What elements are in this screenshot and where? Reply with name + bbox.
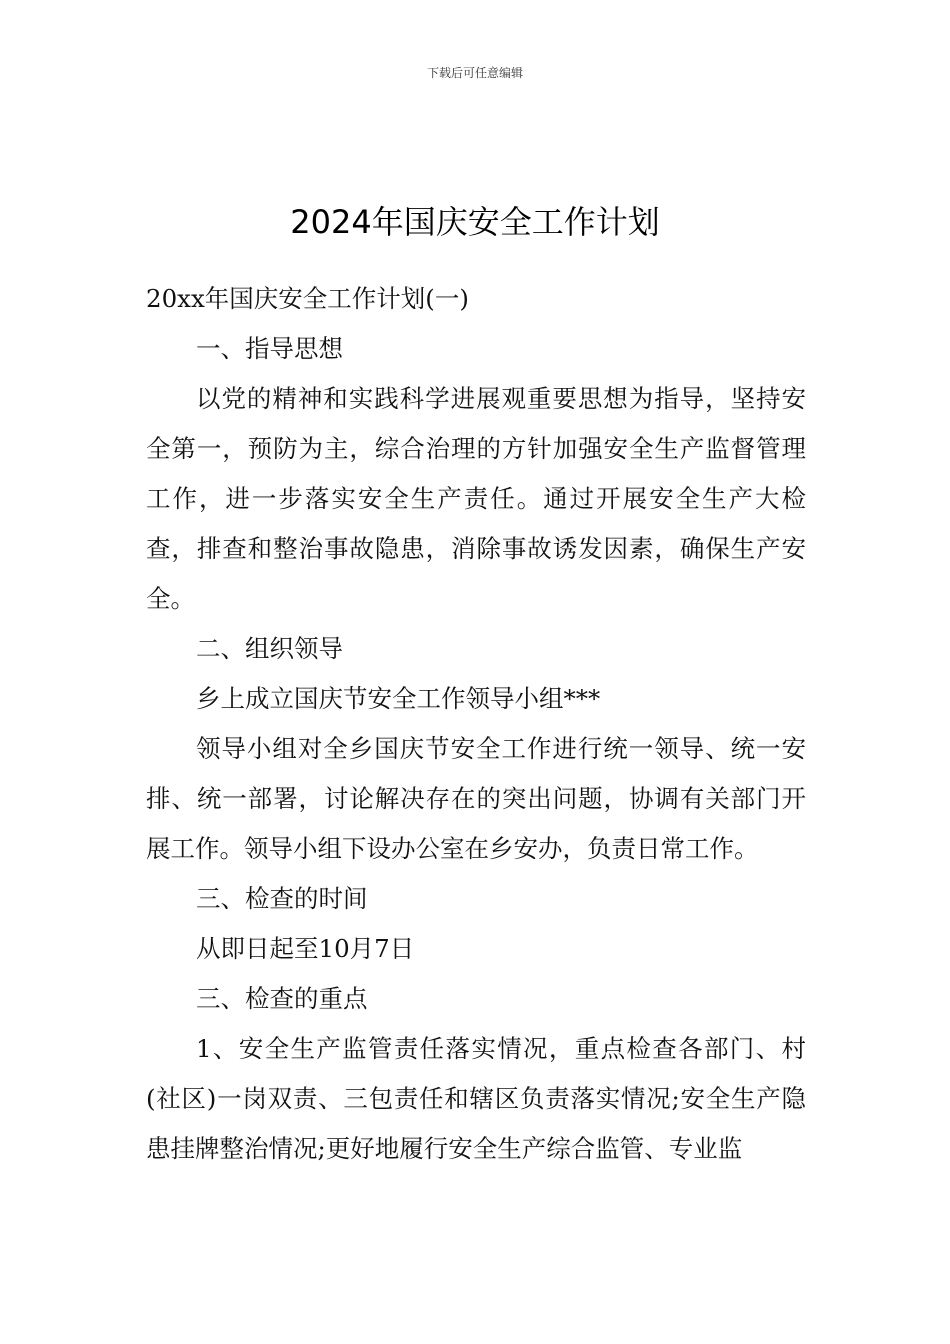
- page-title: 2024年国庆安全工作计划: [290, 203, 660, 242]
- heading-guiding-ideology: 一、指导思想: [196, 334, 343, 363]
- paragraph-inspection-focus-1: 1、安全生产监管责任落实情况，重点检查各部门、村(社区)一岗双责、三包责任和辖区负责落实情况;安全生产隐患挂牌整治情况;更好地履行安全生产综合监管、专业监: [146, 1034, 806, 1163]
- heading-organization: 二、组织领导: [196, 634, 343, 663]
- paragraph-guiding-ideology: 以党的精神和实践科学进展观重要思想为指导，坚持安全第一，预防为主，综合治理的方针加强安全生产监督管理工作，进一步落实安全生产责任。通过开展安全生产大检查，排查和整治事故隐患，消除事故诱发因素，确保生产安全。: [146, 384, 806, 613]
- paragraph-leadership-group: 乡上成立国庆节安全工作领导小组***: [196, 684, 601, 713]
- document-body: [146, 274, 806, 1174]
- paragraph-inspection-time: 从即日起至10月7日: [196, 934, 415, 963]
- paragraph-leadership-duties: 领导小组对全乡国庆节安全工作进行统一领导、统一安排、统一部署，讨论解决存在的突出问题，协调有关部门开展工作。领导小组下设办公室在乡安办，负责日常工作。: [146, 734, 806, 863]
- heading-inspection-time: 三、检查的时间: [196, 884, 368, 913]
- heading-inspection-focus: 三、检查的重点: [196, 984, 368, 1013]
- header-note: 下载后可任意编辑: [426, 66, 523, 80]
- section-subtitle: 20xx年国庆安全工作计划(一): [146, 284, 469, 313]
